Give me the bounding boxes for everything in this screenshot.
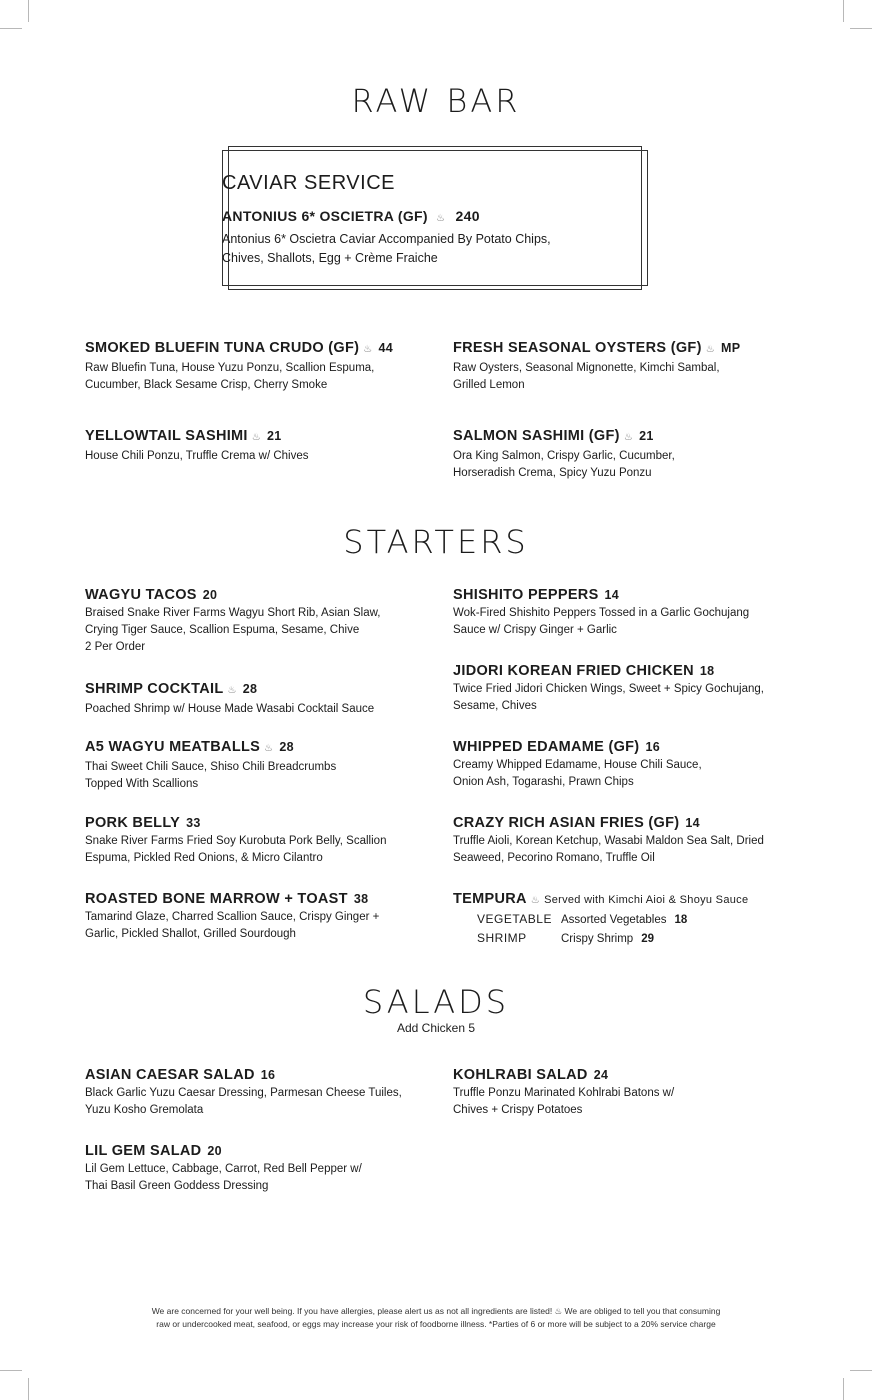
- item-description: Wok-Fired Shishito Peppers Tossed in a Garlic Gochujang Sauce w/ Crispy Ginger + Garlic: [453, 607, 750, 636]
- item-description: Twice Fried Jidori Chicken Wings, Sweet + Spicy Gochujang, Sesame, Chives: [453, 683, 764, 712]
- menu-item-whipped-edamame: [453, 738, 803, 791]
- caviar-description: [222, 230, 648, 268]
- option-price: 29: [641, 933, 655, 945]
- menu-item-shrimp-cocktail: [85, 680, 435, 718]
- item-description: Braised Snake River Farms Wagyu Short Rib, Asian Slaw, Crying Tiger Sauce, Scallion Espuma, Sesame, Chive: [85, 607, 381, 636]
- tempura-option-vegetable: [453, 910, 833, 929]
- item-name: SHRIMP COCKTAIL: [85, 681, 224, 697]
- item-name: WHIPPED EDAMAME (GF): [453, 739, 640, 755]
- caviar-item-price: 240: [455, 208, 480, 224]
- item-description: House Chili Ponzu, Truffle Crema w/ Chives: [85, 450, 309, 462]
- tempura-option-shrimp: [453, 929, 833, 948]
- item-price: 44: [378, 341, 394, 355]
- caviar-item-name: ANTONIUS 6* OSCIETRA (GF): [222, 208, 428, 224]
- item-name: JIDORI KOREAN FRIED CHICKEN: [453, 663, 694, 679]
- item-price: 18: [699, 664, 715, 678]
- item-description: Truffle Aioli, Korean Ketchup, Wasabi Maldon Sea Salt, Dried Seaweed, Pecorino Romano, Truffle Oil: [453, 835, 764, 864]
- item-name: PORK BELLY: [85, 815, 181, 831]
- disclaimer-line: We are concerned for your well being. If you have allergies, please alert us as not all ingredients are listed! ♨ We are obliged to tell you that consuming: [151, 1306, 721, 1316]
- item-description: Thai Sweet Chili Sauce, Shiso Chili Breadcrumbs Topped With Scallions: [85, 761, 337, 790]
- item-description: Ora King Salmon, Crispy Garlic, Cucumber, Horseradish Crema, Spicy Yuzu Ponzu: [453, 450, 675, 479]
- option-price: 18: [674, 914, 688, 926]
- menu-item-shishito: [453, 586, 803, 639]
- tempura-note: Served with Kimchi Aioi & Shoyu Sauce: [544, 894, 749, 906]
- menu-item-lil-gem-salad: [85, 1142, 435, 1195]
- menu-item-oysters: [453, 339, 793, 394]
- menu-item-bone-marrow: [85, 890, 435, 943]
- item-price: 14: [685, 816, 700, 830]
- item-description: Tamarind Glaze, Charred Scallion Sauce, Crispy Ginger + Garlic, Pickled Shallot, Grilled Sourdough: [85, 911, 380, 940]
- item-description: Creamy Whipped Edamame, House Chili Sauce, Onion Ash, Togarashi, Prawn Chips: [453, 759, 702, 788]
- menu-item-salmon-sashimi: [453, 427, 803, 482]
- item-name: FRESH SEASONAL OYSTERS (GF): [453, 340, 702, 356]
- crop-mark: [0, 1370, 22, 1371]
- item-name: KOHLRABI SALAD: [453, 1067, 588, 1083]
- option-name: SHRIMP: [477, 931, 527, 945]
- menu-item-tuna-crudo: [85, 339, 425, 394]
- item-price: 33: [186, 816, 201, 830]
- caviar-desc-line: Chives, Shallots, Egg + Crème Fraiche: [222, 251, 438, 265]
- item-name: LIL GEM SALAD: [85, 1143, 202, 1159]
- item-name: WAGYU TACOS: [85, 587, 197, 603]
- crop-mark: [0, 28, 22, 29]
- crop-mark: [850, 28, 872, 29]
- menu-item-a5-meatballs: [85, 738, 435, 793]
- menu-item-wagyu-tacos: [85, 586, 435, 656]
- caviar-item: [222, 208, 648, 224]
- salads-add-chicken-note: Add Chicken 5: [396, 1021, 476, 1035]
- item-description: Lil Gem Lettuce, Cabbage, Carrot, Red Bell Pepper w/ Thai Basil Green Goddess Dressing: [85, 1163, 362, 1192]
- raw-mark-icon: ♨: [363, 344, 373, 355]
- raw-mark-icon: ♨: [530, 895, 541, 906]
- item-name: ROASTED BONE MARROW + TOAST: [85, 891, 348, 907]
- item-name: SMOKED BLUEFIN TUNA CRUDO (GF): [85, 340, 360, 356]
- caviar-service-box: [222, 150, 648, 288]
- item-price: 28: [279, 740, 294, 754]
- item-description: Truffle Ponzu Marinated Kohlrabi Batons w/ Chives + Crispy Potatoes: [453, 1087, 675, 1116]
- raw-mark-icon: ♨: [251, 432, 262, 443]
- caviar-desc-line: Antonius 6* Oscietra Caviar Accompanied By Potato Chips,: [222, 232, 551, 246]
- item-name: ASIAN CAESAR SALAD: [85, 1067, 255, 1083]
- crop-mark: [843, 1378, 844, 1400]
- item-price: 21: [267, 429, 282, 443]
- disclaimer-line: raw or undercooked meat, seafood, or eggs may increase your risk of foodborne illness. *Parties of 6 or more will be subject to a 20% service charge: [156, 1319, 716, 1329]
- raw-mark-icon: ♨: [436, 213, 446, 224]
- starters-title: STARTERS: [343, 523, 529, 561]
- item-price: 14: [604, 588, 620, 602]
- menu-item-yellowtail: [85, 427, 435, 465]
- crop-mark: [28, 0, 29, 22]
- raw-mark-icon: ♨: [227, 685, 237, 696]
- menu-item-asian-caesar: [85, 1066, 435, 1119]
- menu-item-kohlrabi-salad: [453, 1066, 803, 1119]
- item-name: TEMPURA: [453, 891, 527, 907]
- item-price: 24: [593, 1068, 609, 1082]
- menu-item-pork-belly: [85, 814, 435, 867]
- crop-mark: [28, 1378, 29, 1400]
- caviar-title: CAVIAR SERVICE: [222, 172, 395, 194]
- allergy-disclaimer: [120, 1305, 752, 1331]
- salads-title: SALADS: [362, 983, 510, 1021]
- item-price: 21: [639, 429, 654, 443]
- crop-mark: [850, 1370, 872, 1371]
- item-price: 28: [242, 682, 258, 696]
- item-price: MP: [720, 341, 741, 355]
- option-description: Crispy Shrimp: [561, 933, 634, 945]
- item-price: 20: [207, 1144, 222, 1158]
- raw-mark-icon: ♨: [623, 432, 634, 443]
- item-name: SHISHITO PEPPERS: [453, 587, 599, 603]
- raw-mark-icon: ♨: [264, 743, 274, 754]
- item-name: SALMON SASHIMI (GF): [453, 428, 620, 444]
- item-price: 38: [353, 892, 369, 906]
- item-description: Raw Bluefin Tuna, House Yuzu Ponzu, Scallion Espuma, Cucumber, Black Sesame Crisp, Cherry Smoke: [85, 362, 375, 391]
- item-name: A5 WAGYU MEATBALLS: [85, 739, 261, 755]
- item-description: Poached Shrimp w/ House Made Wasabi Cocktail Sauce: [85, 703, 375, 715]
- option-name: VEGETABLE: [477, 912, 552, 926]
- item-price: 20: [202, 588, 218, 602]
- menu-item-jidori-chicken: [453, 662, 803, 715]
- option-description: Assorted Vegetables: [561, 914, 667, 926]
- item-description: Raw Oysters, Seasonal Mignonette, Kimchi Sambal, Grilled Lemon: [453, 362, 720, 391]
- item-name: CRAZY RICH ASIAN FRIES (GF): [453, 815, 680, 831]
- item-description: Snake River Farms Fried Soy Kurobuta Pork Belly, Scallion Espuma, Pickled Red Onions, & Micro Cilantro: [85, 835, 387, 864]
- item-description: Black Garlic Yuzu Caesar Dressing, Parmesan Cheese Tuiles, Yuzu Kosho Gremolata: [85, 1087, 402, 1116]
- item-name: YELLOWTAIL SASHIMI: [85, 428, 248, 444]
- menu-item-crazy-rich-fries: [453, 814, 803, 867]
- item-price: 16: [260, 1068, 276, 1082]
- item-price: 16: [645, 740, 660, 754]
- item-note: 2 Per Order: [85, 641, 146, 653]
- raw-bar-title: RAW BAR: [351, 82, 521, 120]
- crop-mark: [843, 0, 844, 22]
- menu-item-tempura: [453, 890, 833, 948]
- raw-mark-icon: ♨: [705, 344, 715, 355]
